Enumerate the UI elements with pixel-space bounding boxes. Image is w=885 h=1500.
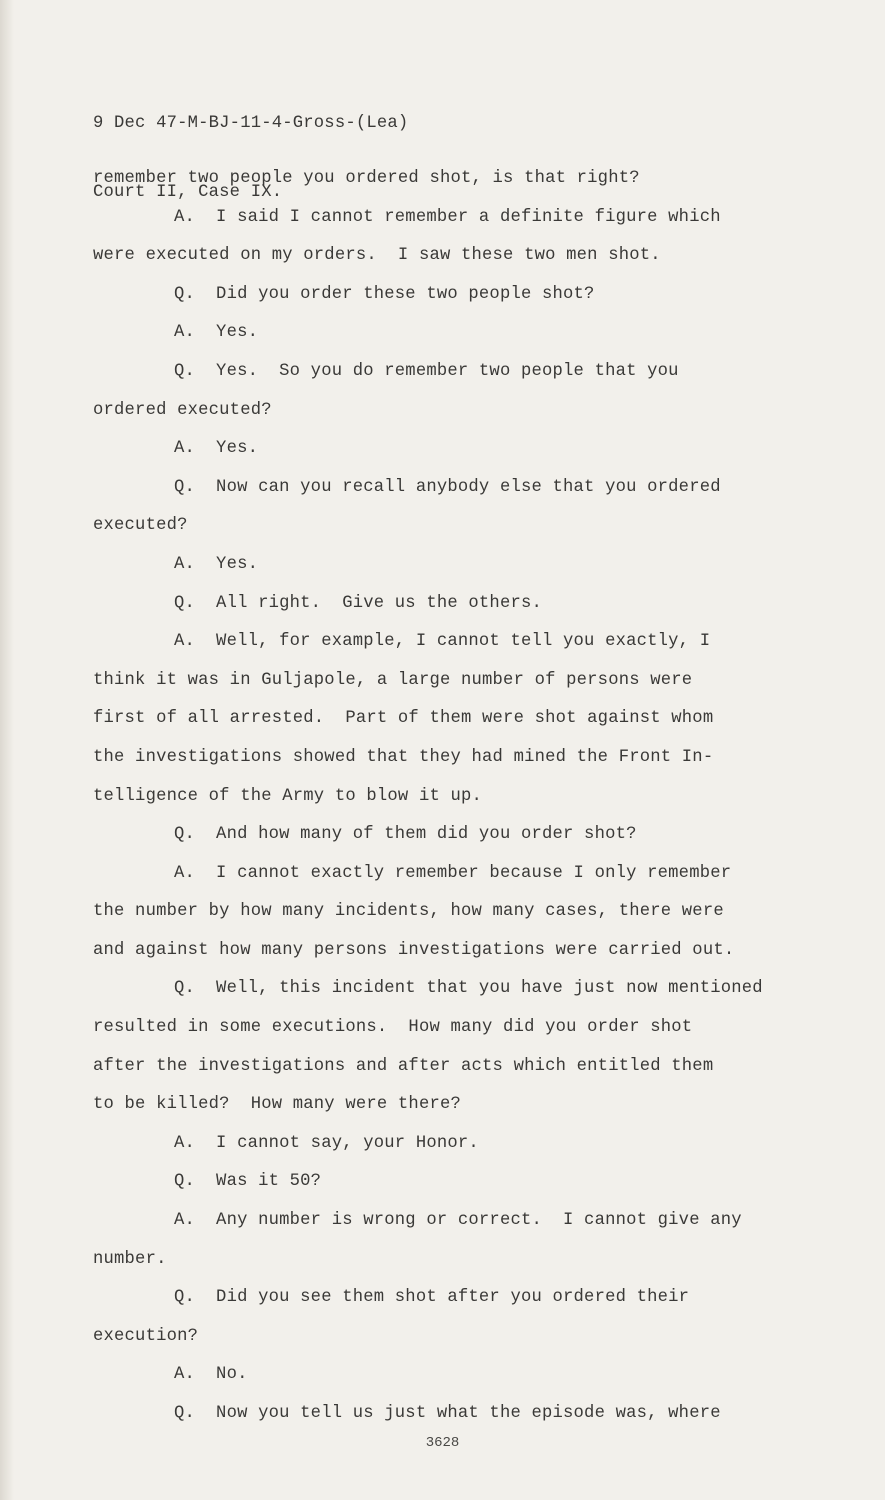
transcript-line: first of all arrested. Part of them were shot against whom (93, 709, 714, 729)
header-reference-line: 9 Dec 47-M-BJ-11-4-Gross-(Lea) (93, 114, 409, 133)
transcript-line: execution? (93, 1326, 199, 1346)
transcript-body (93, 160, 763, 1434)
transcript-line: and against how many persons investigations were carried out. (93, 940, 735, 960)
transcript-line: Q. Well, this incident that you have just now mentioned (174, 979, 763, 999)
transcript-line: Q. Now can you recall anybody else that you ordered (174, 477, 721, 497)
transcript-line: A. I said I cannot remember a definite figure which (174, 207, 721, 227)
transcript-line: A. Yes. (174, 554, 259, 574)
transcript-line: Q. And how many of them did you order shot? (174, 825, 637, 845)
transcript-line: Q. Did you see them shot after you ordered their (174, 1288, 690, 1308)
transcript-line: executed? (93, 516, 188, 536)
transcript-line: think it was in Guljapole, a large number of persons were (93, 670, 693, 690)
transcript-line: were executed on my orders. I saw these two men shot. (93, 246, 661, 266)
transcript-line: Q. All right. Give us the others. (174, 593, 542, 613)
transcript-line: ordered executed? (93, 400, 272, 420)
transcript-line: to be killed? How many were there? (93, 1095, 461, 1115)
header-court-line: Court II, Case IX. (93, 183, 283, 202)
transcript-line: A. Yes. (174, 323, 259, 343)
transcript-line: A. I cannot exactly remember because I only remember (174, 863, 732, 883)
transcript-line: A. I cannot say, your Honor. (174, 1133, 479, 1153)
transcript-line: Q. Yes. So you do remember two people that you (174, 361, 679, 381)
transcript-line: A. No. (174, 1365, 248, 1385)
page-edge-shadow (0, 0, 14, 1500)
transcript-line: after the investigations and after acts which entitled them (93, 1056, 714, 1076)
transcript-line: resulted in some executions. How many did you order shot (93, 1018, 693, 1038)
transcript-line: Q. Did you order these two people shot? (174, 284, 595, 304)
transcript-line: number. (93, 1249, 167, 1269)
transcript-line: Q. Was it 50? (174, 1172, 322, 1192)
transcript-line: the number by how many incidents, how many cases, there were (93, 902, 724, 922)
page-number: 3628 (425, 1435, 460, 1451)
transcript-line: A. Well, for example, I cannot tell you exactly, I (174, 632, 711, 652)
transcript-line: A. Any number is wrong or correct. I cannot give any (174, 1211, 742, 1231)
transcript-line: the investigations showed that they had mined the Front In- (93, 747, 714, 767)
transcript-line: remember two people you ordered shot, is that right? (93, 169, 640, 188)
transcript-line: telligence of the Army to blow it up. (93, 786, 483, 806)
transcript-line: A. Yes. (174, 439, 259, 459)
transcript-line: Q. Now you tell us just what the episode was, where (174, 1404, 721, 1423)
